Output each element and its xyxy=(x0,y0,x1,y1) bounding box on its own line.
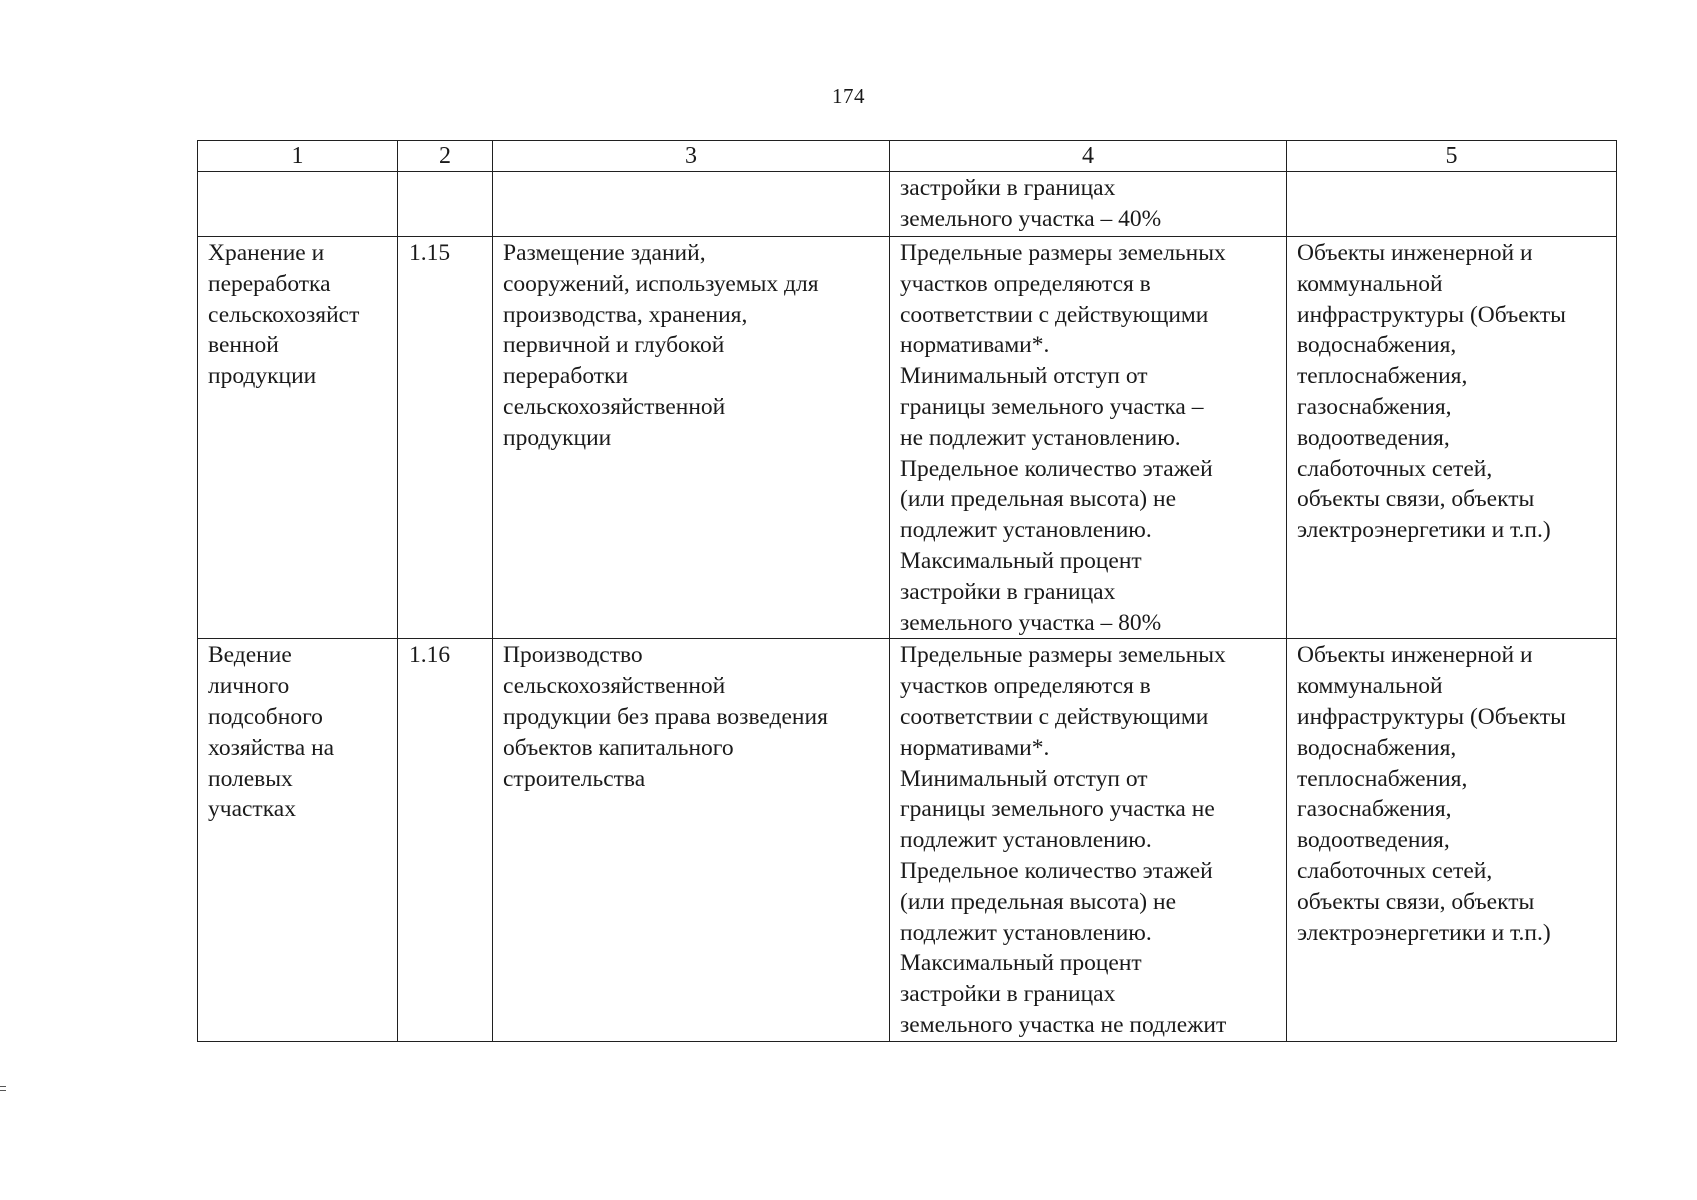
header-col-1: 1 xyxy=(198,141,398,172)
use-type-description: Размещение зданий, сооружений, используемых для производства, хранения, первичной и глубокой переработки сельскохозяйственной продукции xyxy=(493,237,890,639)
table-body xyxy=(198,172,1617,1042)
use-type-code: 1.16 xyxy=(398,639,493,1041)
page-number: 174 xyxy=(832,84,865,108)
header-col-5: 5 xyxy=(1287,141,1617,172)
use-type-auxiliary: Объекты инженерной и коммунальной инфраструктуры (Объекты водоснабжения, теплоснабжения, газоснабжения, водоотведения, слаботочных сетей, объекты связи, объекты электроэнергетики и т.п.) xyxy=(1287,237,1617,639)
use-type-parameters: Предельные размеры земельных участков определяются в соответствии с действующими нормативами*. Минимальный отступ от границы земельного участка – не подлежит установлению. Предельное количество этажей (или предельная высота) не подлежит установлению. Максимальный процент застройки в границах земельного участка – 80% xyxy=(890,237,1287,639)
header-col-2: 2 xyxy=(398,141,493,172)
use-type-name: Ведение личного подсобного хозяйства на полевых участках xyxy=(198,639,398,1041)
header-col-3: 3 xyxy=(493,141,890,172)
use-type-code: 1.15 xyxy=(398,237,493,639)
land-use-table xyxy=(197,140,1617,1042)
continuation-cell-1 xyxy=(198,172,398,237)
continuation-parameters: застройки в границах земельного участка – 40% xyxy=(890,172,1287,237)
header-row xyxy=(198,141,1617,172)
continuation-cell-2 xyxy=(398,172,493,237)
use-type-auxiliary: Объекты инженерной и коммунальной инфраструктуры (Объекты водоснабжения, теплоснабжения, газоснабжения, водоотведения, слаботочных сетей, объекты связи, объекты электроэнергетики и т.п.) xyxy=(1287,639,1617,1041)
use-type-name: Хранение и переработка сельскохозяйст венной продукции xyxy=(198,237,398,639)
table-header xyxy=(198,141,1617,172)
use-type-parameters: Предельные размеры земельных участков определяются в соответствии с действующими нормативами*. Минимальный отступ от границы земельного участка не подлежит установлению. Предельное количество этажей (или предельная высота) не подлежит установлению. Максимальный процент застройки в границах земельного участка не подлежит xyxy=(890,639,1287,1041)
continuation-cell-3 xyxy=(493,172,890,237)
use-type-description: Производство сельскохозяйственной продукции без права возведения объектов капитального строительства xyxy=(493,639,890,1041)
table-row xyxy=(198,237,1617,639)
continuation-cell-5 xyxy=(1287,172,1617,237)
header-col-4: 4 xyxy=(890,141,1287,172)
table-row xyxy=(198,639,1617,1041)
continuation-row xyxy=(198,172,1617,237)
margin-tick-mark xyxy=(0,1086,6,1091)
